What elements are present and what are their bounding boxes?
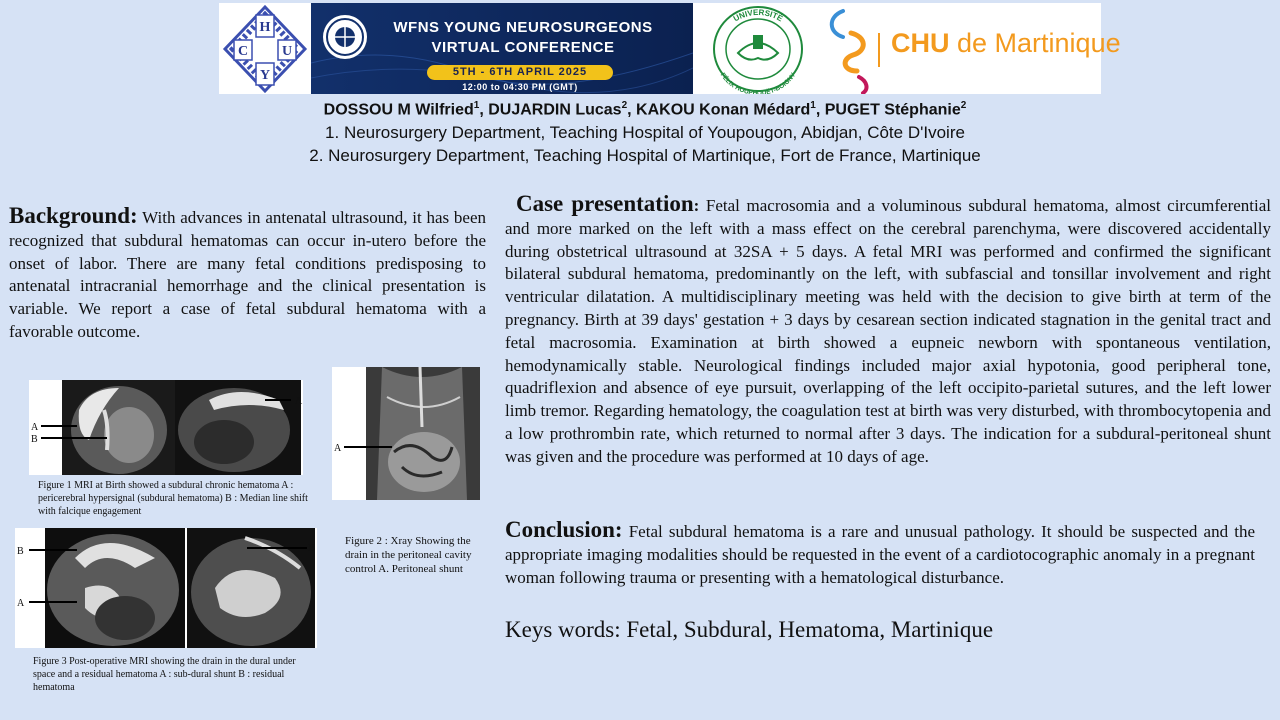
university-seal-icon [693,3,823,94]
author-list: DOSSOU M Wilfried$^1$, DUJARDIN Lucas$^2$, KAKOU Konan Médard$^1$, PUGET Stéphanie$^2$ [323,100,967,119]
figure-3-caption: Figure 3 Post-operative MRI showing the drain in the dural under space and a residual hematoma A : sub-dural shunt B : residual hematoma [33,656,296,693]
background-section [9,205,486,344]
chu-martinique-logo [823,3,1121,94]
banner-title-line1: WFNS YOUNG NEUROSURGEONS [393,19,653,36]
fig3-label-b2: B [308,543,315,554]
university-name-bottom: FÉLIX HOUPHOUËT-BOIGNY [718,71,798,94]
figure-2-image [332,367,480,500]
conclusion-text: Fetal subdural hematoma is a rare and unusual pathology. It should be suspected and the appropriate imaging modalities should be requested in the event of a cardiotocographic anomaly in a pregnant woman following trauma or presenting with a hematological disturbance. [505,522,1255,587]
author: PUGET Stéphanie [824,101,961,119]
conclusion-section [505,519,1255,589]
conclusion-heading: Conclusion: [505,517,623,542]
huy-logo-icon [219,3,311,94]
logo-letter-c: C [237,44,249,59]
background-heading: Background: [9,203,138,228]
keywords-label: Keys words: [505,617,621,642]
huy-logo [219,3,311,94]
banner-title-line2: VIRTUAL CONFERENCE [431,39,615,56]
logo-letter-h: H [259,20,271,35]
author: DUJARDIN Lucas [488,101,622,119]
author: KAKOU Konan Médard [636,101,811,119]
wfns-emblem-icon [323,15,367,59]
fig3-label-b: B [17,546,24,557]
author: DOSSOU M Wilfried [323,101,474,119]
banner-dates: 5TH - 6TH APRIL 2025 [427,65,613,80]
keywords-text: Fetal, Subdural, Hematoma, Martinique [620,617,994,642]
logo-letter-y: Y [259,68,271,83]
fig1-label-a: A [31,422,39,433]
banner-time: 12:00 to 04:30 PM (GMT) [462,82,578,92]
fig3-label-a: A [17,598,25,609]
chu-emblem-icon [823,3,889,94]
figure-3-image [15,528,317,648]
figure-1-image [29,380,303,475]
mri-birth-image [29,380,303,475]
university-logo [693,3,823,94]
post-op-mri-image [15,528,317,648]
case-section: Case presentation: Fetal macrosomia and a voluminous subdural hematoma, almost circumferential and more marked on the left with a mass effect on the cerebral parenchyma, were discovered accidentally during obstetrical ultrasound at 32SA + 5 days. A fetal MRI was performed and confirmed the significant bilateral subdural hematoma, predominantly on the left, with subfascial and tonsillar involvement and right ventricular dilatation. A multidisciplinary meeting was held with the decision to give birth at term of the pregnancy. Birth at 39 days' gestation + 3 days by cesarean section indicated stagnation in the genital tract and fetal macrosomia. Examination at birth showed a eupneic newborn with spontaneous ventilation, hemodynamically stable. Neurological findings included major axial hypotonia, good peripheral tone, quadriflexion and absence of eye pursuit, overlapping of the left occipito-parietal sutures, and the left lower limb tremor. Regarding hematology, the coagulation test at birth was very disturbed, with thrombocytopenia and a low prothrombin rate, which returned to normal after 3 days. The indication for a subdural-peritoneal shunt was given and the procedure was performed at 10 days of age. [505,191,1271,466]
svg-text:FÉLIX HOUPHOUËT-BOIGNY [719,71,798,94]
fig1-label-a2: A [295,396,303,407]
affiliation-1: 1. Neurosurgery Department, Teaching Hospital of Youpougon, Abidjan, Côte D'Ivoire [325,123,965,142]
abdominal-xray-image [332,367,480,500]
fig2-label-a: A [334,443,342,454]
keywords [505,617,993,643]
university-name-top: UNIVERSITÉ [731,7,785,24]
chu-name: CHU de Martinique [891,28,1121,58]
figure-2-caption: Figure 2 : Xray Showing the drain in the peritoneal cavity control A. Peritoneal shunt [345,535,472,575]
affiliation-2: 2. Neurosurgery Department, Teaching Hospital of Martinique, Fort de France, Martinique [309,146,981,165]
figure-1-caption: Figure 1 MRI at Birth showed a subdural chronic hematoma A : pericerebral hypersignal (subdural hematoma) B : Median line shift with falcique engagement [38,480,308,517]
case-text: Fetal macrosomia and a voluminous subdural hematoma, almost circumferential and more marked on the left with a mass effect on the cerebral parenchyma, were discovered accidentally during obstetrical ultrasound at 32SA + 5 days. A fetal MRI was performed and confirmed the significant bilateral subdural hematoma, predominantly on the left, with subfascial and tonsillar involvement and right ventricular dilatation. A multidisciplinary meeting was held with the decision to give birth at term of the pregnancy. Birth at 39 days' gestation + 3 days by cesarean section indicated stagnation in the genital tract and fetal macrosomia. Examination at birth showed a eupneic newborn with spontaneous ventilation, hemodynamically stable. Neurological findings included major axial hypotonia, good peripheral tone, quadriflexion and absence of eye pursuit, overlapping of the left occipito-parietal sutures, and the left lower limb tremor. Regarding hematology, the coagulation test at birth was very disturbed, with thrombocytopenia and a low prothrombin rate, which returned to normal after 3 days. The indication for a subdural-peritoneal shunt was given and the procedure was performed at 10 days of age. [505,196,1271,466]
case-heading: Case presentation [516,191,694,216]
logo-letter-u: U [281,44,293,59]
conference-banner [311,3,693,94]
fig1-label-b: B [31,434,38,445]
background-text: With advances in antenatal ultrasound, it has been recognized that subdural hematomas can occur in-utero before the onset of labor. There are many fetal conditions predisposing to antenatal intracranial hemorrhage and the clinical presentation is variable. We report a case of fetal subdural hematoma with a favorable outcome. [9,208,486,341]
